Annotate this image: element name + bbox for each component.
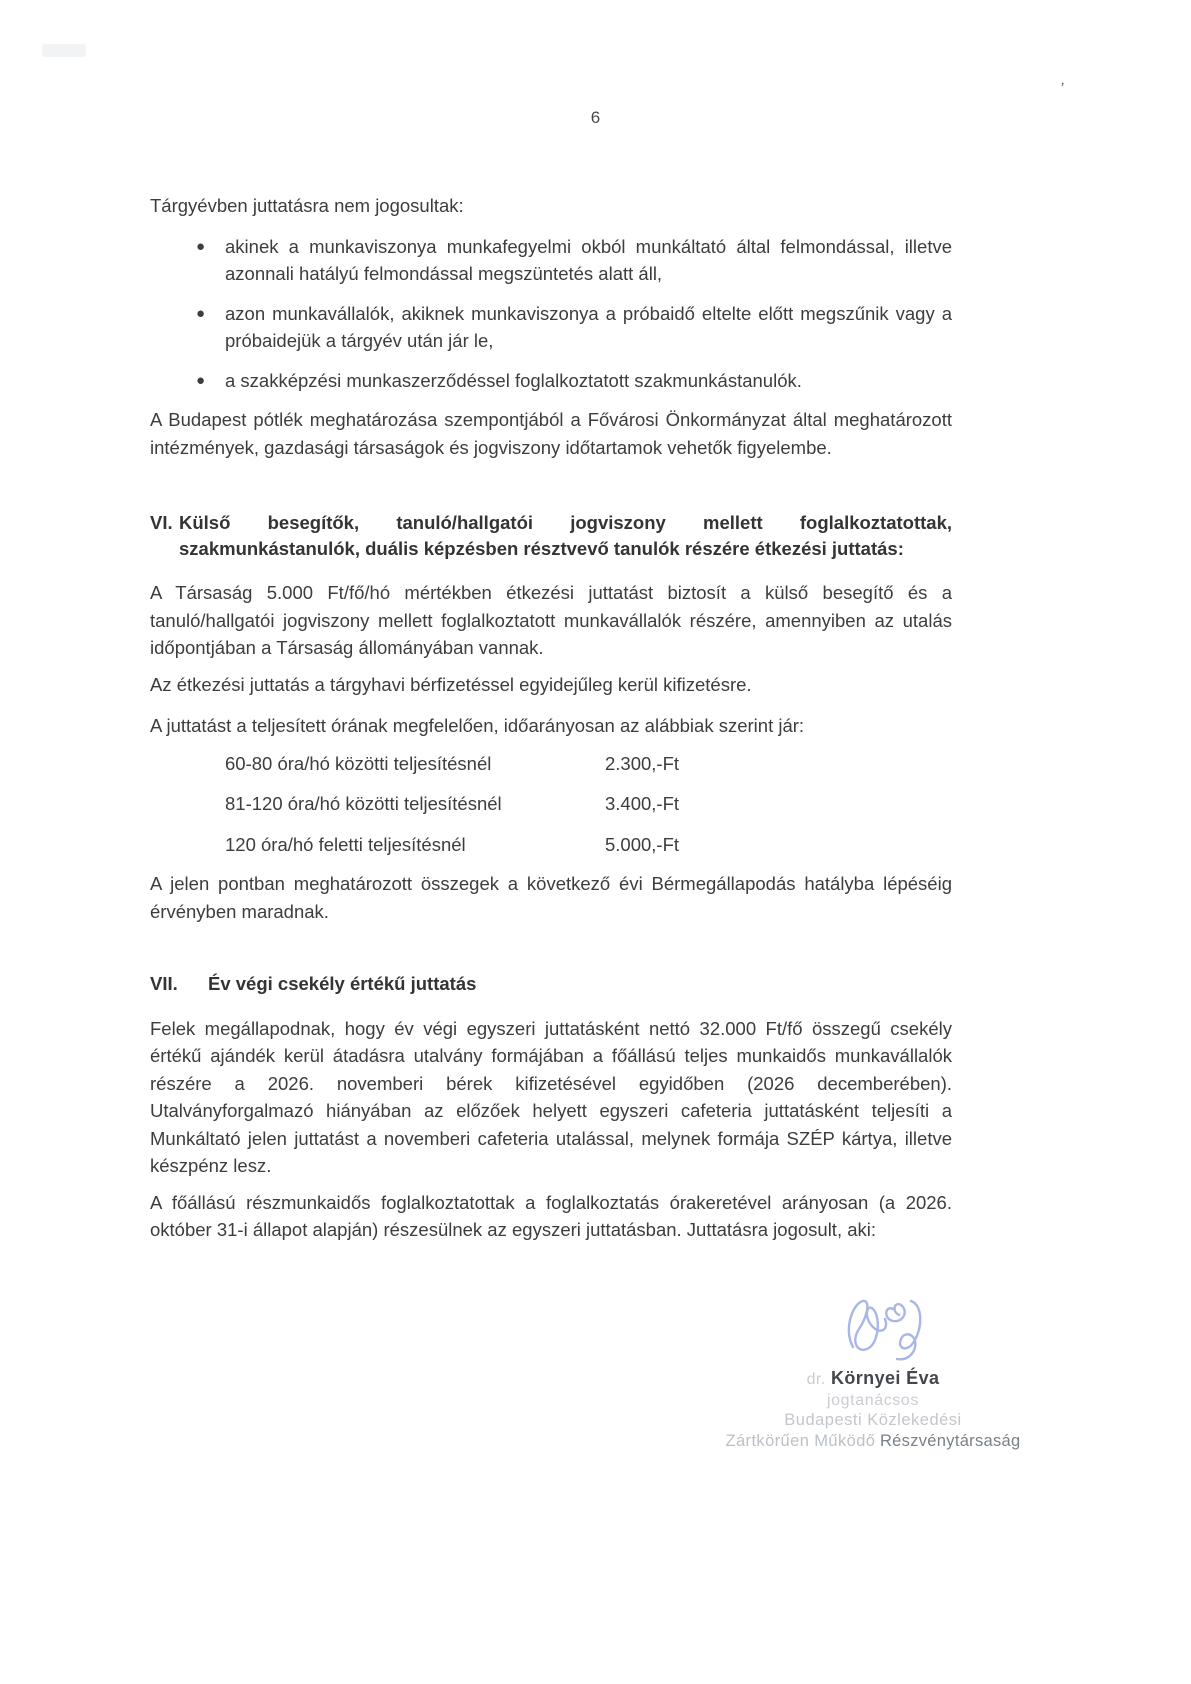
rate-label: 60-80 óra/hó közötti teljesítésnél — [225, 752, 492, 774]
table-row — [150, 790, 952, 818]
signatory-role: jogtanácsos — [827, 1392, 919, 1409]
list-item-text: a szakképzési munkaszerződéssel foglalkoztatott szakmunkástanulók. — [225, 369, 802, 391]
vi-paragraph-allowance: A Társaság 5.000 Ft/fő/hó mértékben étkezési juttatást biztosít a külső besegítő és a tanuló/hallgatói jogviszony mellett foglalkoztatott munkavállalók részére, amennyiben az utalás időpontjában a Társaság állományában vannak. — [150, 582, 952, 658]
list-item-text: azon munkavállalók, akiknek munkaviszonya a próbaidő eltelte előtt megszűnik vagy a próbaidejük a tárgyév után jár le, — [225, 302, 952, 351]
vi-paragraph-validity: A jelen pontban meghatározott összegek a következő évi Bérmegállapodás hatályba lépéséig érvényben maradnak. — [150, 873, 952, 922]
signature-block — [703, 1295, 1043, 1452]
scan-smudge — [42, 44, 86, 57]
list-item — [150, 367, 952, 395]
section-vii-heading — [150, 970, 952, 998]
rate-amount: 5.000,-Ft — [605, 833, 680, 855]
bullet-icon: ● — [196, 237, 206, 255]
section-vii-numeral: VII. — [150, 973, 178, 994]
company-name-line1: Budapesti Közlekedési — [784, 1411, 962, 1429]
company-name-line2-dark: Részvénytársaság — [879, 1432, 1021, 1450]
vi-paragraph-payment: Az étkezési juttatás a tárgyhavi bérfizetéssel egyidejűleg kerül kifizetésre. — [150, 673, 752, 695]
list-item-text: akinek a munkaviszonya munkafegyelmi okból munkáltató által felmondással, illetve azonnali hatályú felmondással megszüntetés alatt áll, — [225, 235, 952, 284]
table-row — [150, 750, 952, 778]
bullet-icon: ● — [196, 371, 206, 389]
document-body — [150, 0, 952, 1244]
rate-label: 120 óra/hó feletti teljesítésnél — [225, 833, 466, 855]
vii-paragraph-parttime: A főállású részmunkaidős foglalkoztatottak a foglalkoztatás órakeretével arányosan (a 2026. október 31-i állapot alapján) részesülnek az egyszeri juttatásban. Juttatásra jogosult, aki: — [150, 1191, 952, 1240]
section-vi-heading — [150, 510, 952, 562]
intro-lead: Tárgyévben juttatásra nem jogosultak: — [150, 195, 464, 216]
rate-amount: 3.400,-Ft — [605, 793, 680, 814]
list-item — [150, 300, 952, 355]
signatory-name — [703, 1367, 1043, 1391]
company-name-line2-light: Zártkörűen Működő — [725, 1432, 876, 1450]
vii-paragraph-gift: Felek megállapodnak, hogy év végi egyszeri juttatásként nettó 32.000 Ft/fő összegű csekély értékű ajándék kerül átadásra utalvány formájában a főállású teljes munkaidős munkavállalók részére a 2026. novemberi bérek kifizetésével egyidőben (2026 decemberében). Utalványforgalmazó hiányában az előzőek helyett egyszeri cafeteria juttatásként teljesíti a Munkáltató jelen juttatást a novemberi cafeteria utalással, melynek formája SZÉP kártya, illetve készpénz lesz. — [150, 1017, 952, 1176]
company-name-line2 — [703, 1430, 1043, 1452]
signatory-full-name: Környei Éva — [830, 1368, 940, 1388]
signatory-title-prefix: dr. — [806, 1371, 826, 1388]
list-item — [150, 233, 952, 288]
budapest-potlek-paragraph: A Budapest pótlék meghatározása szempontjából a Fővárosi Önkormányzat által meghatározott intézmények, gazdasági társaságok és jogviszony időtartamok vehetők figyelembe. — [150, 409, 952, 458]
bullet-icon: ● — [196, 304, 206, 322]
signature-ink-icon — [823, 1295, 943, 1367]
section-vi-title-line2: szakmunkástanulók, duális képzésben résztvevő tanulók részére étkezési juttatás: — [179, 538, 904, 559]
rate-amount: 2.300,-Ft — [605, 752, 680, 774]
exclusion-list — [150, 233, 952, 395]
scan-corner-mark: ’ — [1058, 79, 1066, 98]
section-vi-title — [179, 510, 952, 562]
section-vi-title-line1: Külső besegítők, tanuló/hallgatói jogviszony mellett foglalkoztatottak, — [179, 512, 952, 533]
rate-label: 81-120 óra/hó közötti teljesítésnél — [225, 793, 502, 814]
vi-paragraph-prorata: A juttatást a teljesített órának megfelelően, időarányosan az alábbiak szerint jár: — [150, 715, 805, 736]
table-row — [150, 831, 952, 859]
meal-allowance-rate-table — [150, 750, 952, 859]
page-number: 6 — [590, 108, 601, 127]
section-vi-numeral: VI. — [150, 512, 173, 533]
section-vii-title: Év végi csekély értékű juttatás — [208, 973, 477, 994]
